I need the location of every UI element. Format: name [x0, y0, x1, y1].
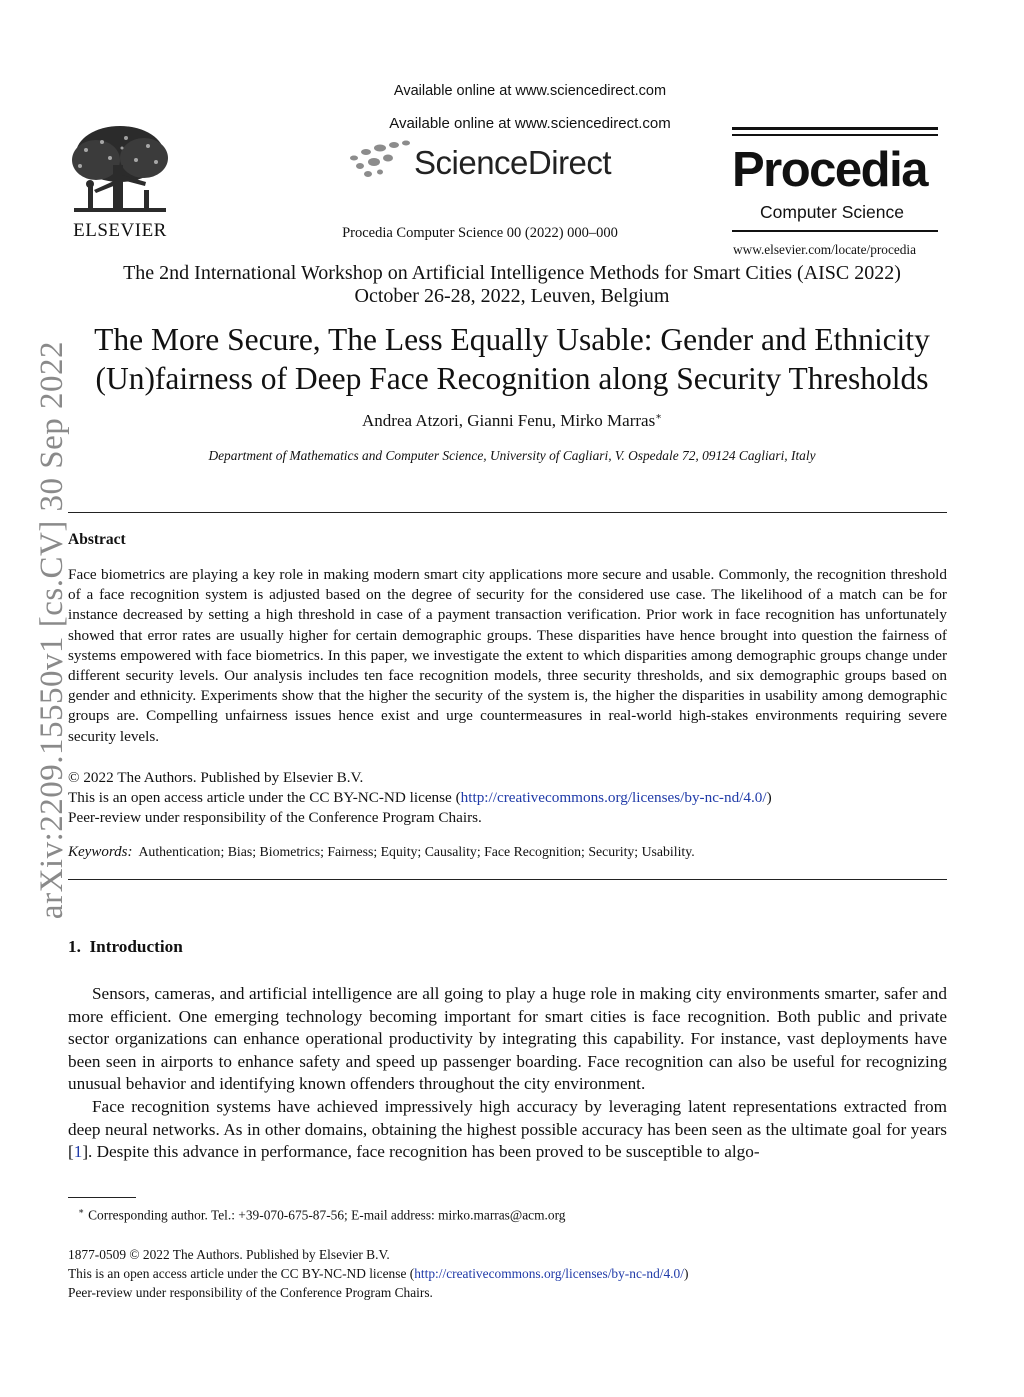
affiliation: Department of Mathematics and Computer Science, University of Cagliari, V. Ospedale 72, 09124 Cagliari, Italy [208, 448, 816, 463]
footnote [78, 1206, 565, 1223]
sciencedirect-dots-icon [346, 140, 416, 186]
abstract-text: Face biometrics are playing a key role in making modern smart city applications more secure and usable. Commonly, the recognition threshold of a face recognition system is adjusted based on the degree of security for the considered use case. The likelihood of a match can be for instance decreased by setting a high threshold in case of a payment transaction verification. Prior work in face recognition has unfortunately showed that error rates are usually higher for certain demographic groups. These disparities have hence brought into question the fairness of systems empowered with face biometrics. In this paper, we investigate the extent to which disparities among demographic groups change under different security levels. Our analysis includes ten face recognition models, three security thresholds, and six demographic groups based on gender and ethnicity. Experiments show that the higher the security of the system is, the higher the disparities in usability among demographic groups are. Compelling unfairness issues hence exist and urge countermeasures in real-world high-stakes environments requiring severe security levels. [68, 566, 947, 745]
available-online-text: Available online at www.sciencedirect.com [393, 83, 667, 99]
elsevier-wordmark: ELSEVIER [73, 220, 167, 241]
procedia-rule-bottom [732, 230, 938, 232]
footer-license-close: ) [683, 1266, 689, 1281]
procedia-rule-top [732, 127, 938, 130]
abstract-heading: Abstract [68, 531, 126, 548]
keywords-label: Keywords: [68, 844, 133, 860]
author-names: Andrea Atzori, Gianni Fenu, Mirko Marras [362, 411, 656, 430]
procedia-url: www.elsevier.com/locate/procedia [733, 242, 917, 257]
abstract-license-close: ) [766, 789, 772, 806]
keywords [68, 844, 695, 861]
footer-license-link[interactable]: http://creativecommons.org/licenses/by-nc-nd/4.0/ [414, 1266, 684, 1281]
citation-link[interactable]: 1 [73, 1142, 83, 1162]
procedia-rule-top-2 [732, 134, 938, 136]
paper-title-line-2: (Un)fairness of Deep Face Recognition along Security Thresholds [95, 361, 929, 396]
elsevier-logo [66, 120, 174, 242]
abstract-top-rule [68, 512, 947, 513]
footnote-rule [68, 1197, 136, 1198]
abstract-license [68, 789, 772, 807]
introduction-paragraph-2-text: Face recognition systems have achieved impressively high accuracy by leveraging latent representations extracted from deep neural networks. As in other domains, obtaining the highest possible accuracy has been seen as the ultimate goal for years [ [68, 1097, 947, 1162]
footer-license-text: This is an open access article under the CC BY-NC-ND license ( [68, 1266, 415, 1281]
author-footnote-mark: ∗ [655, 411, 662, 423]
abstract-bottom-rule [68, 879, 947, 880]
elsevier-tree-icon [66, 120, 174, 220]
introduction-paragraph-1: Sensors, cameras, and artificial intelligence are all going to play a huge role in making city environments smarter, safer and more efficient. One emerging technology becoming important for smart cities is face recognition. Both public and private sector organizations can enhance operational productivity by integrating this capability. For instance, vast deployments have been seen in airports to enhance safety and speed up passenger boarding. Face recognition can also be useful for recognizing unusual behavior and identifying known offenders throughout the city environment. [68, 984, 947, 1094]
footer-issn: 1877-0509 © 2022 The Authors. Published by Elsevier B.V. [68, 1247, 390, 1262]
introduction-paragraph-2 [68, 1096, 947, 1164]
paper-title [40, 320, 984, 398]
authors [40, 411, 984, 431]
footnote-mark: ∗ [78, 1206, 85, 1216]
conference-name: The 2nd International Workshop on Artificial Intelligence Methods for Smart Cities (AISC 2022) [123, 262, 901, 284]
footer-license [68, 1266, 688, 1282]
sciencedirect-wordmark: ScienceDirect [414, 144, 612, 181]
conference-date: October 26-28, 2022, Leuven, Belgium [354, 285, 670, 307]
footnote-text: Corresponding author. Tel.: +39-070-675-87-56; E-mail address: mirko.marras@acm.org [88, 1207, 566, 1223]
procedia-title: Procedia [732, 143, 927, 197]
abstract-license-text: This is an open access article under the CC BY-NC-ND license ( [68, 789, 461, 806]
sciencedirect-logo [346, 138, 616, 188]
procedia-subtitle: Computer Science [760, 202, 904, 222]
available-online-text-2: Available online at www.sciencedirect.com [389, 115, 671, 132]
journal-reference: Procedia Computer Science 00 (2022) 000–000 [342, 225, 618, 241]
abstract-license-link[interactable]: http://creativecommons.org/licenses/by-nc-nd/4.0/ [460, 789, 767, 806]
introduction-heading: 1. Introduction [68, 937, 183, 956]
abstract-copyright: © 2022 The Authors. Published by Elsevier B.V. [68, 769, 364, 786]
footer-peer-review: Peer-review under responsibility of the Conference Program Chairs. [68, 1285, 433, 1300]
paper-title-line-1: The More Secure, The Less Equally Usable: Gender and Ethnicity [94, 322, 930, 357]
introduction-paragraph-2-continued: ]. Despite this advance in performance, face recognition has been proved to be susceptible to algo- [82, 1142, 760, 1162]
arxiv-side-stamp: arXiv:2209.15550v1 [cs.CV] 30 Sep 2022 [34, 340, 70, 920]
abstract-peer-review: Peer-review under responsibility of the Conference Program Chairs. [68, 809, 482, 826]
keywords-list: Authentication; Bias; Biometrics; Fairness; Equity; Causality; Face Recognition; Security; Usability. [138, 844, 695, 859]
